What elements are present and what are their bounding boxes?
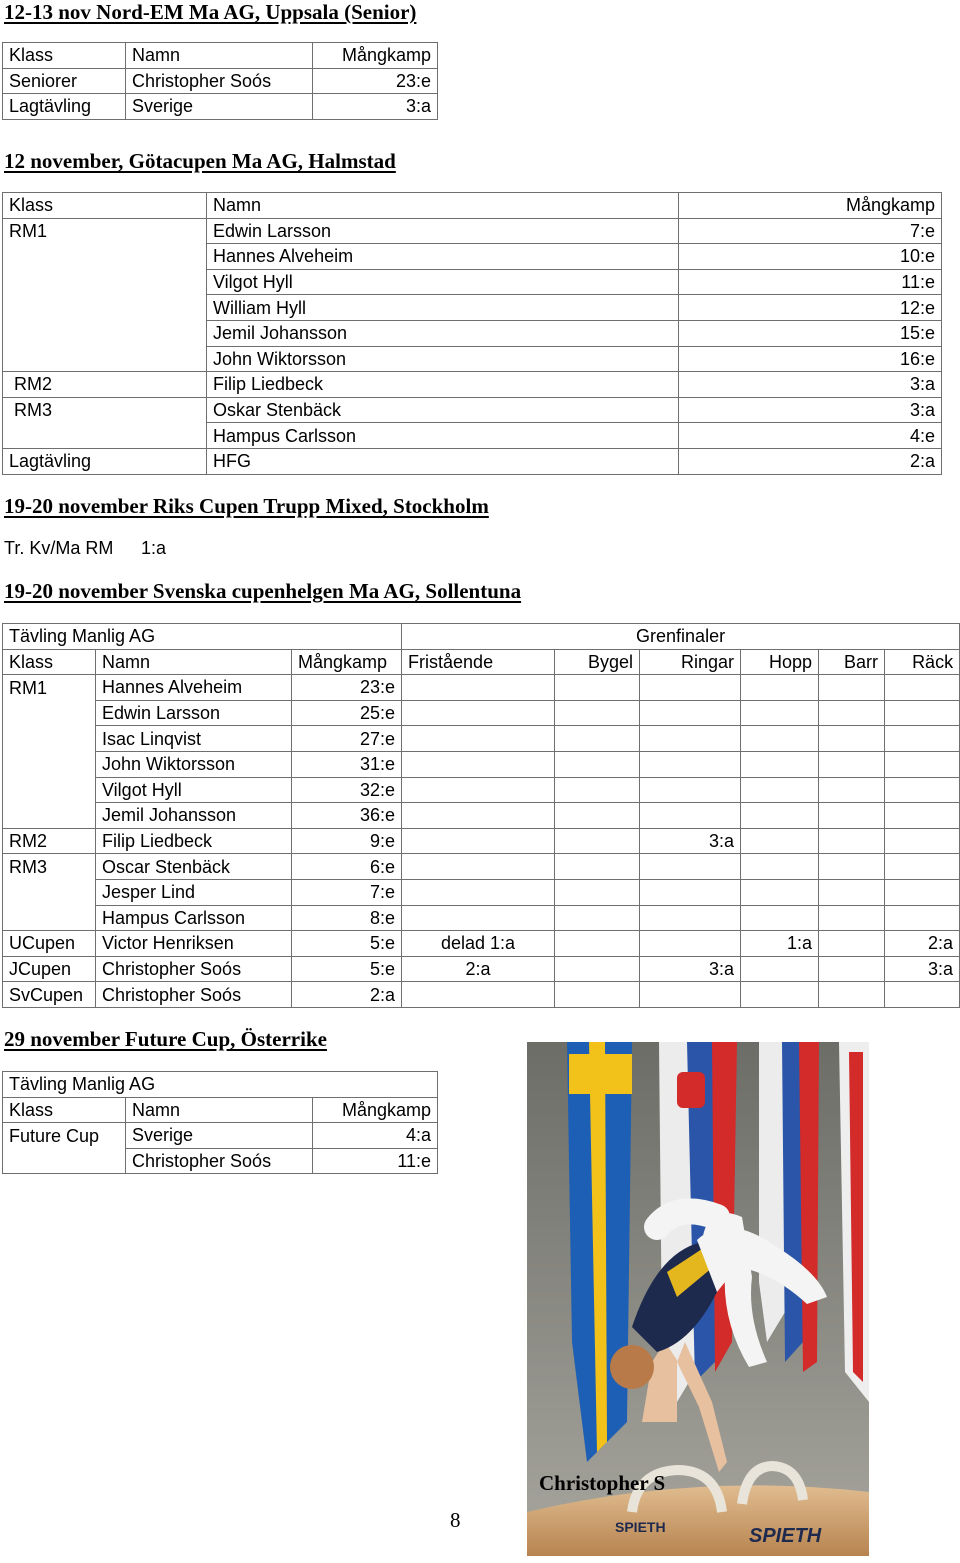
cell-barr: [819, 982, 885, 1008]
header-bygel: Bygel: [555, 649, 640, 675]
cell-mangkamp: 36:e: [292, 803, 402, 829]
cell-mangkamp: 3:a: [679, 372, 942, 398]
cell-namn: Hannes Alveheim: [96, 675, 292, 701]
cell-klass: SvCupen: [3, 982, 96, 1008]
cell-namn: Christopher Soós: [96, 982, 292, 1008]
cell-ringar: [640, 905, 741, 931]
header-namn: Namn: [126, 43, 313, 69]
cell-klass: UCupen: [3, 931, 96, 957]
cell-mangkamp: 23:e: [313, 68, 438, 94]
cell-ringar: [640, 726, 741, 752]
riks-cupen-label: Tr. Kv/Ma RM: [4, 538, 114, 558]
header-namn: Namn: [96, 649, 292, 675]
table-row: [3, 397, 942, 423]
cell-barr: [819, 777, 885, 803]
cell-hopp: [741, 726, 819, 752]
section-heading-gotacupen: 12 november, Götacupen Ma AG, Halmstad: [4, 149, 396, 173]
table-row: [3, 244, 942, 270]
table-row: [3, 372, 942, 398]
cell-fristaende: [402, 982, 555, 1008]
cell-ringar: [640, 879, 741, 905]
cell-namn: Filip Liedbeck: [96, 828, 292, 854]
cell-namn: Victor Henriksen: [96, 931, 292, 957]
table-header-row: [3, 193, 942, 219]
section-heading-riks-cupen: 19-20 november Riks Cupen Trupp Mixed, Stockholm: [4, 494, 489, 518]
cell-hopp: [741, 854, 819, 880]
cell-mangkamp: 27:e: [292, 726, 402, 752]
cell-mangkamp: 7:e: [292, 879, 402, 905]
cell-bygel: [555, 931, 640, 957]
table-row: [3, 982, 960, 1008]
cell-ringar: [640, 777, 741, 803]
cell-klass: JCupen: [3, 956, 96, 982]
header-mangkamp: Mångkamp: [313, 43, 438, 69]
table-caption-row: [3, 624, 960, 650]
cell-mangkamp: 25:e: [292, 700, 402, 726]
section-heading-svenska-cupenhelgen: 19-20 november Svenska cupenhelgen Ma AG, Sollentuna: [4, 579, 522, 603]
cell-klass: RM2: [3, 828, 96, 854]
table-row: [3, 320, 942, 346]
cell-klass: [3, 244, 207, 270]
table-row: [3, 700, 960, 726]
cell-rack: [885, 777, 960, 803]
table-row: [3, 94, 438, 120]
cell-namn: Oskar Stenbäck: [207, 397, 679, 423]
table-row: [3, 879, 960, 905]
svenska-cupenhelgen-table: [2, 623, 960, 1008]
table-row: [3, 423, 942, 449]
cell-barr: [819, 879, 885, 905]
cell-klass: [3, 346, 207, 372]
cell-mangkamp: 2:a: [292, 982, 402, 1008]
gymnast-head: [610, 1345, 654, 1389]
table-caption: Tävling Manlig AG: [3, 624, 402, 650]
cell-fristaende: [402, 751, 555, 777]
table-header-row: [3, 649, 960, 675]
cell-bygel: [555, 879, 640, 905]
cell-klass: [3, 726, 96, 752]
cell-mangkamp: 23:e: [292, 675, 402, 701]
cell-klass: Lagtävling: [3, 448, 207, 474]
cell-barr: [819, 956, 885, 982]
cell-namn: Hampus Carlsson: [96, 905, 292, 931]
cell-mangkamp: 7:e: [679, 218, 942, 244]
cell-namn: John Wiktorsson: [96, 751, 292, 777]
cell-namn: Christopher Soós: [96, 956, 292, 982]
cell-hopp: [741, 982, 819, 1008]
header-klass: Klass: [3, 43, 126, 69]
nord-em-table: [2, 42, 438, 120]
cell-fristaende: [402, 828, 555, 854]
table-row: [3, 218, 942, 244]
cell-ringar: [640, 751, 741, 777]
cell-rack: 2:a: [885, 931, 960, 957]
cell-fristaende: [402, 726, 555, 752]
cell-klass: RM1: [3, 218, 207, 244]
cell-rack: [885, 726, 960, 752]
table-row: [3, 931, 960, 957]
cell-rack: [885, 700, 960, 726]
cell-fristaende: 2:a: [402, 956, 555, 982]
header-namn: Namn: [126, 1097, 313, 1123]
header-barr: Barr: [819, 649, 885, 675]
cell-bygel: [555, 854, 640, 880]
cell-klass: [3, 803, 96, 829]
cell-mangkamp: 15:e: [679, 320, 942, 346]
table-row: [3, 295, 942, 321]
table-row: [3, 675, 960, 701]
cell-hopp: [741, 879, 819, 905]
table-row: [3, 854, 960, 880]
cell-bygel: [555, 726, 640, 752]
cell-ringar: [640, 675, 741, 701]
cell-namn: Isac Linqvist: [96, 726, 292, 752]
cell-namn: John Wiktorsson: [207, 346, 679, 372]
cell-ringar: 3:a: [640, 956, 741, 982]
cell-ringar: [640, 803, 741, 829]
cell-bygel: [555, 956, 640, 982]
cell-mangkamp: 3:a: [679, 397, 942, 423]
cell-rack: [885, 854, 960, 880]
cell-klass: [3, 777, 96, 803]
cell-namn: Hannes Alveheim: [207, 244, 679, 270]
cell-rack: [885, 905, 960, 931]
cell-klass: RM3: [3, 854, 96, 880]
cell-klass: RM1: [3, 675, 96, 701]
cell-bygel: [555, 905, 640, 931]
cell-ringar: [640, 982, 741, 1008]
table-row: [3, 803, 960, 829]
cell-mangkamp: 6:e: [292, 854, 402, 880]
header-mangkamp: Mångkamp: [679, 193, 942, 219]
cell-fristaende: [402, 905, 555, 931]
cell-namn: Jemil Johansson: [207, 320, 679, 346]
section-heading-future-cup: 29 november Future Cup, Österrike: [4, 1027, 327, 1051]
cell-namn: Hampus Carlsson: [207, 423, 679, 449]
table-row: [3, 269, 942, 295]
cell-klass: [3, 700, 96, 726]
future-cup-table: [2, 1071, 438, 1174]
cell-barr: [819, 700, 885, 726]
cell-rack: [885, 828, 960, 854]
cell-barr: [819, 675, 885, 701]
cell-mangkamp: 11:e: [313, 1148, 438, 1174]
table-row: [3, 751, 960, 777]
cell-bygel: [555, 675, 640, 701]
cell-klass: Seniorer: [3, 68, 126, 94]
cell-hopp: [741, 700, 819, 726]
header-namn: Namn: [207, 193, 679, 219]
cell-namn: Edwin Larsson: [207, 218, 679, 244]
cell-namn: William Hyll: [207, 295, 679, 321]
table-header-row: [3, 1097, 438, 1123]
grenfinaler-header: Grenfinaler: [402, 624, 960, 650]
cell-mangkamp: 4:a: [313, 1123, 438, 1149]
cell-ringar: 3:a: [640, 828, 741, 854]
cell-namn: Jemil Johansson: [96, 803, 292, 829]
cell-namn: Filip Liedbeck: [207, 372, 679, 398]
cell-klass: [3, 320, 207, 346]
brand-text-left: SPIETH: [615, 1519, 666, 1535]
cell-bygel: [555, 828, 640, 854]
header-klass: Klass: [3, 1097, 126, 1123]
cell-bygel: [555, 751, 640, 777]
cell-fristaende: [402, 777, 555, 803]
cell-fristaende: [402, 879, 555, 905]
gymnast-photo-illustration: [527, 1042, 869, 1556]
header-mangkamp: Mångkamp: [313, 1097, 438, 1123]
table-row: [3, 777, 960, 803]
cell-mangkamp: 32:e: [292, 777, 402, 803]
header-ringar: Ringar: [640, 649, 741, 675]
cell-barr: [819, 803, 885, 829]
cell-klass: [3, 905, 96, 931]
cell-fristaende: [402, 803, 555, 829]
cell-fristaende: [402, 854, 555, 880]
cell-fristaende: [402, 675, 555, 701]
cell-mangkamp: 5:e: [292, 931, 402, 957]
cell-bygel: [555, 982, 640, 1008]
table-header-row: [3, 43, 438, 69]
header-fristaende: Fristående: [402, 649, 555, 675]
cell-hopp: [741, 905, 819, 931]
cell-mangkamp: 4:e: [679, 423, 942, 449]
cell-namn: Vilgot Hyll: [96, 777, 292, 803]
table-row: [3, 448, 942, 474]
cell-hopp: [741, 828, 819, 854]
table-row: [3, 68, 438, 94]
cell-klass: [3, 879, 96, 905]
cell-mangkamp: 8:e: [292, 905, 402, 931]
table-row: [3, 1148, 438, 1174]
riks-cupen-placement: 1:a: [141, 538, 167, 558]
table-row: [3, 1123, 438, 1149]
cell-rack: [885, 879, 960, 905]
cell-bygel: [555, 700, 640, 726]
cell-klass: RM2: [3, 372, 207, 398]
cell-hopp: [741, 803, 819, 829]
cell-klass: RM3: [3, 397, 207, 423]
cell-klass: [3, 1148, 126, 1174]
cell-hopp: [741, 777, 819, 803]
table-row: [3, 956, 960, 982]
cell-mangkamp: 9:e: [292, 828, 402, 854]
cell-klass: [3, 423, 207, 449]
cell-hopp: [741, 675, 819, 701]
cell-ringar: [640, 854, 741, 880]
cell-mangkamp: 11:e: [679, 269, 942, 295]
header-rack: Räck: [885, 649, 960, 675]
cell-namn: HFG: [207, 448, 679, 474]
cell-namn: Sverige: [126, 1123, 313, 1149]
cell-klass: [3, 751, 96, 777]
cell-mangkamp: 2:a: [679, 448, 942, 474]
cell-ringar: [640, 931, 741, 957]
cell-namn: Sverige: [126, 94, 313, 120]
cell-hopp: 1:a: [741, 931, 819, 957]
photo-caption: Christopher S: [539, 1471, 666, 1495]
cell-klass: [3, 269, 207, 295]
cell-rack: [885, 803, 960, 829]
cell-barr: [819, 726, 885, 752]
cell-klass: [3, 295, 207, 321]
cell-namn: Jesper Lind: [96, 879, 292, 905]
cell-mangkamp: 3:a: [313, 94, 438, 120]
header-hopp: Hopp: [741, 649, 819, 675]
cell-klass: Lagtävling: [3, 94, 126, 120]
cell-barr: [819, 751, 885, 777]
gotacupen-table: [2, 192, 942, 475]
table-row: [3, 726, 960, 752]
table-caption: Tävling Manlig AG: [3, 1072, 438, 1098]
cell-rack: 3:a: [885, 956, 960, 982]
cell-fristaende: delad 1:a: [402, 931, 555, 957]
table-caption-row: [3, 1072, 438, 1098]
cell-bygel: [555, 777, 640, 803]
brand-text-right: SPIETH: [749, 1525, 822, 1547]
cell-barr: [819, 854, 885, 880]
cell-barr: [819, 905, 885, 931]
cell-namn: Christopher Soós: [126, 1148, 313, 1174]
cell-hopp: [741, 956, 819, 982]
cell-rack: [885, 751, 960, 777]
header-klass: Klass: [3, 193, 207, 219]
cell-namn: Vilgot Hyll: [207, 269, 679, 295]
table-row: [3, 828, 960, 854]
cell-klass: Future Cup: [3, 1123, 126, 1149]
cell-mangkamp: 5:e: [292, 956, 402, 982]
cell-namn: Christopher Soós: [126, 68, 313, 94]
gymnast-photo: [527, 1042, 869, 1556]
cell-fristaende: [402, 700, 555, 726]
cell-mangkamp: 12:e: [679, 295, 942, 321]
table-row: [3, 905, 960, 931]
cell-rack: [885, 982, 960, 1008]
svenska-cupenhelgen-rows: [3, 675, 960, 1008]
cell-hopp: [741, 751, 819, 777]
header-mangkamp: Mångkamp: [292, 649, 402, 675]
cell-barr: [819, 828, 885, 854]
cell-ringar: [640, 700, 741, 726]
page-number: 8: [450, 1508, 461, 1532]
cell-namn: Oscar Stenbäck: [96, 854, 292, 880]
cell-bygel: [555, 803, 640, 829]
cell-barr: [819, 931, 885, 957]
header-klass: Klass: [3, 649, 96, 675]
cell-namn: Edwin Larsson: [96, 700, 292, 726]
section-heading-nord-em: 12-13 nov Nord-EM Ma AG, Uppsala (Senior): [4, 0, 417, 24]
cell-rack: [885, 675, 960, 701]
table-row: [3, 346, 942, 372]
cell-mangkamp: 31:e: [292, 751, 402, 777]
cell-mangkamp: 16:e: [679, 346, 942, 372]
cell-mangkamp: 10:e: [679, 244, 942, 270]
